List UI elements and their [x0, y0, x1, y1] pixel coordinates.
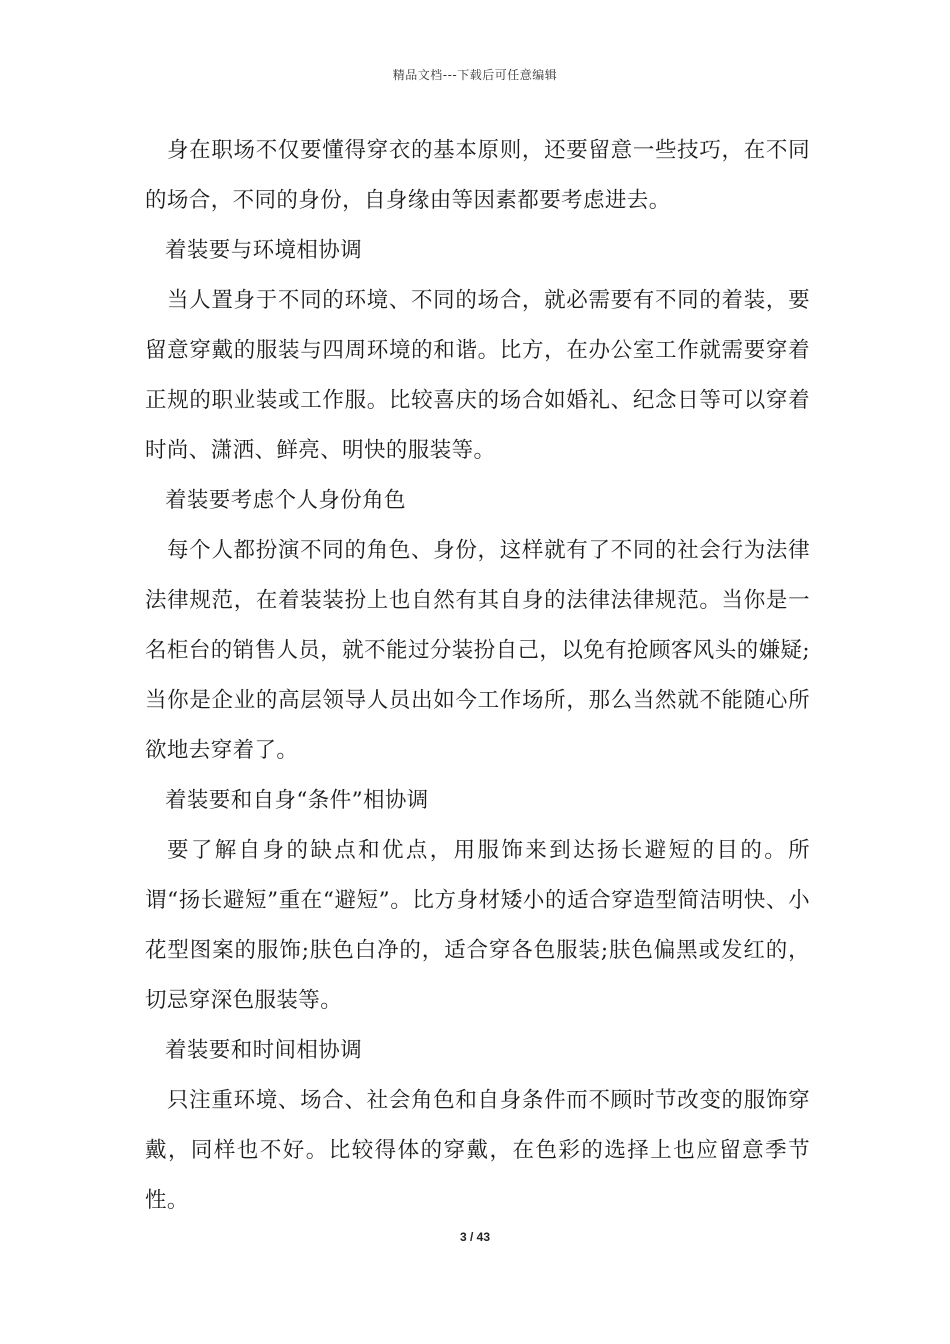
paragraph-intro: 身在职场不仅要懂得穿衣的基本原则，还要留意一些技巧，在不同的场合，不同的身份，自身缘由等因素都要考虑进去。	[145, 138, 810, 213]
paragraph-time: 只注重环境、场合、社会角色和自身条件而不顾时节改变的服饰穿戴，同样也不好。比较得体的穿戴，在色彩的选择上也应留意季节性。	[145, 1088, 810, 1213]
paragraph-conditions: 要了解自身的缺点和优点，用服饰来到达扬长避短的目的。所谓“扬长避短”重在“避短”。比方身材矮小的适合穿造型简洁明快、小花型图案的服饰;肤色白净的，适合穿各色服装;肤色偏黑或发红的，切忌穿深色服装等。	[145, 838, 810, 1013]
document-body	[145, 126, 810, 1226]
section-heading-environment: 着装要与环境相协调	[165, 238, 363, 263]
page-header: 精品文档---下载后可任意编辑	[392, 68, 558, 82]
section-heading-time: 着装要和时间相协调	[165, 1038, 363, 1063]
page-number: 3 / 43	[459, 1230, 491, 1244]
section-heading-conditions: 着装要和自身“条件”相协调	[165, 788, 429, 813]
paragraph-environment: 当人置身于不同的环境、不同的场合，就必需要有不同的着装，要留意穿戴的服装与四周环境的和谐。比方，在办公室工作就需要穿着正规的职业装或工作服。比较喜庆的场合如婚礼、纪念日等可以穿着时尚、潇洒、鲜亮、明快的服装等。	[145, 288, 810, 463]
paragraph-identity: 每个人都扮演不同的角色、身份，这样就有了不同的社会行为法律法律规范，在着装装扮上也自然有其自身的法律法律规范。当你是一名柜台的销售人员，就不能过分装扮自己，以免有抢顾客风头的嫌疑;当你是企业的高层领导人员出如今工作场所，那么当然就不能随心所欲地去穿着了。	[145, 538, 810, 763]
section-heading-identity: 着装要考虑个人身份角色	[165, 488, 406, 513]
